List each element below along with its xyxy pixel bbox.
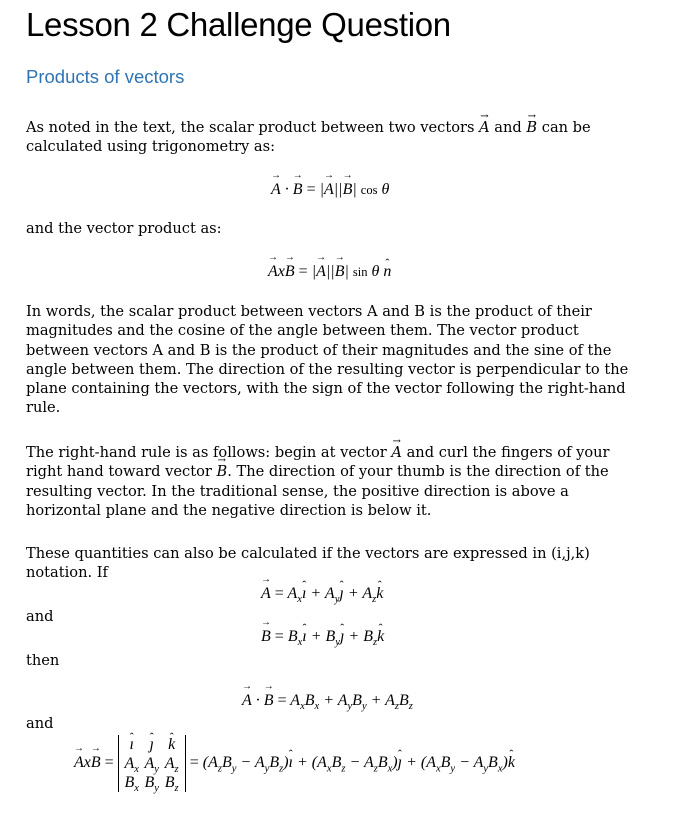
- section-subtitle: Products of vectors: [26, 66, 185, 87]
- scalar-product-equation: → A · → B = |→ A||→ B| cos θ: [271, 181, 389, 199]
- then-label: then: [26, 652, 60, 669]
- words-paragraph: In words, the scalar product between vectors A and B is the product of their magnitudes and the cosine of the angle between them. The vector product between vectors A and B is the product of their magnitudes and the sine of the angle between them. The direction of the resulting vector is perpendicular to the plane containing the vectors, with the sign of the vector following the right-hand rule.: [26, 303, 629, 417]
- vector-product-intro: and the vector product as:: [26, 220, 222, 237]
- intro-paragraph: As noted in the text, the scalar product between two vectors → A and → B can be calculated using trigonometry as:: [26, 118, 646, 157]
- determinant-matrix: ˆ ı ˆ ȷ ˆ k $A_x$ $A_y$ $A_z$ $B_x$ $B_y$ $B_z$: [118, 735, 186, 792]
- ijk-paragraph: These quantities can also be calculated if the vectors are expressed in (i,j,k) notation. If: [26, 545, 590, 582]
- vector-b-components: → $B = B_xˆ$ ı + $B_yˆ$ ȷ + $B_zˆ$ k: [261, 628, 384, 648]
- page-title: Lesson 2 Challenge Question: [26, 6, 451, 43]
- and-label-1: and: [26, 608, 54, 625]
- scalar-product-components: → A · → $B = A_xB_x + A_yB_y + A_zB_z$: [242, 692, 413, 712]
- vector-product-equation: → Ax→ B = |→ A||→ B| sin θ ˆ n: [268, 263, 391, 281]
- right-hand-rule-paragraph: The right-hand rule is as follows: begin at vector → A and curl the fingers of your right hand toward vector → B. The direction of your thumb is the direction of the resulting vector. In the traditional sense, the positive direction is above a horizontal plane and the negative direction is below it.: [26, 443, 646, 520]
- vector-a-components: → $A = A_xˆ$ ı + $A_yˆ$ ȷ + $A_zˆ$ k: [261, 585, 383, 605]
- and-label-2: and: [26, 715, 54, 732]
- cross-product-determinant: → Ax→ B = ˆ ı ˆ ȷ ˆ k $A_x$ $A_y$ $A_z$ $B_x$ $B_y$ $B_z$ = ($A_zB_y$ − $A_yB_z)ˆ$ ı + ($A_xB_z$ − $A_zB_x)ˆ$ ȷ + ($A_xB_y$ − $A_yB_x)ˆ$ k: [74, 735, 515, 792]
